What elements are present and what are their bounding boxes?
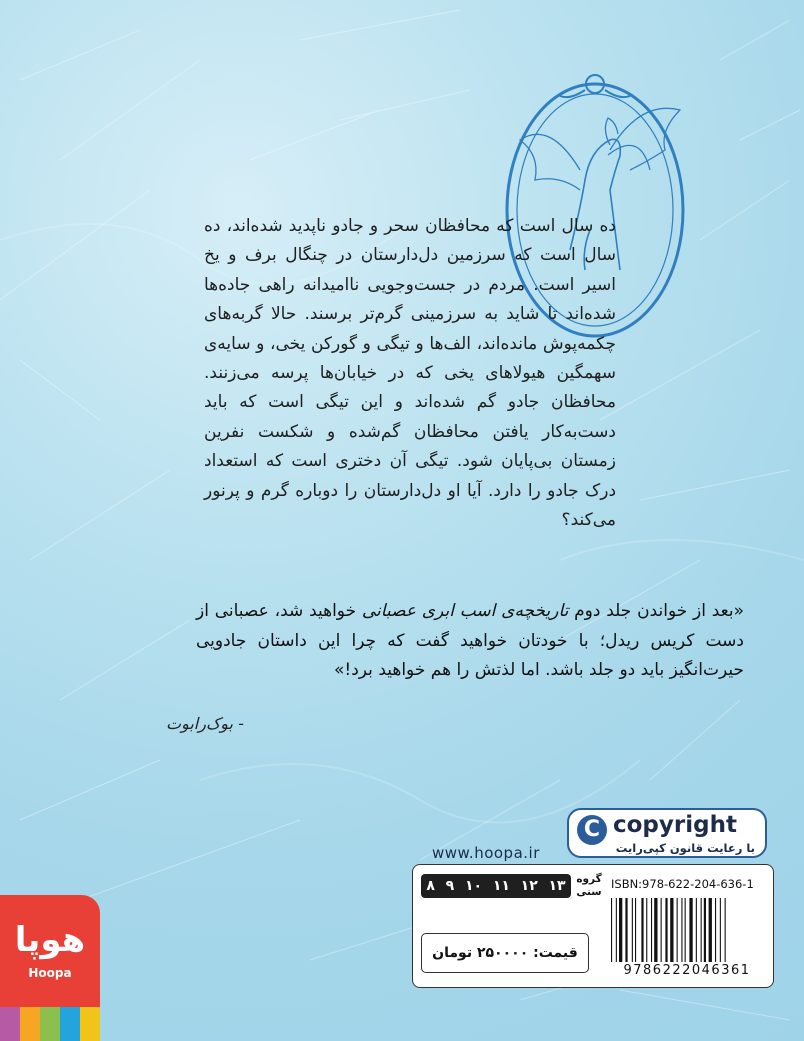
barcode-bar: [696, 898, 697, 962]
barcode-bar: [709, 898, 712, 962]
logo-badge: [0, 895, 100, 1007]
price-barcode-panel: [412, 864, 774, 988]
barcode-bar: [665, 898, 667, 962]
barcode-bar: [651, 898, 652, 962]
barcode-bar: [632, 898, 633, 962]
review-quote: [196, 597, 744, 686]
website-link[interactable]: www.hoopa.ir: [432, 844, 540, 862]
synopsis-line: دختری است که استعداد درک جادو را دارد. آیا او دل‌دارستان را: [204, 451, 617, 501]
barcode-graphic: [609, 898, 765, 962]
quote-line: داستان جادویی حیرت‌انگیز باید دو جلد باشد. اما لذتش را هم: [196, 630, 744, 680]
synopsis-line: دل‌دارستان در چنگال برف و یخ اسیر است.: [204, 245, 617, 295]
barcode-bar: [635, 898, 636, 962]
publisher-logo: [0, 895, 100, 1041]
barcode-number: 9786222046361: [623, 963, 751, 978]
barcode-bar: [689, 898, 692, 962]
barcode-bar: [715, 898, 716, 962]
age-value: ۱۱: [492, 878, 510, 894]
stripe: [20, 1007, 40, 1041]
barcode-bar: [654, 898, 657, 962]
barcode-bar: [681, 898, 682, 962]
synopsis-line: گربه‌های چکمه‌پوش مانده‌اند، الف‌ها و تیگی و گورکن یخی،: [204, 304, 616, 354]
synopsis-line: ناپدید شده‌اند، ده سال است که سرزمین: [204, 216, 617, 266]
age-value: ۸: [426, 878, 435, 894]
barcode-bar: [704, 898, 706, 962]
stripe: [60, 1007, 80, 1041]
isbn-text: ISBN:978-622-204-636-1: [611, 877, 754, 891]
barcode-bar: [646, 898, 647, 962]
barcode-bar: [619, 898, 622, 962]
barcode-bar: [670, 898, 673, 962]
quoted-title: تاریخچه‌ی اسب ابری عصبانی: [361, 601, 569, 621]
copyright-badge: [567, 808, 767, 858]
barcode-bar: [701, 898, 702, 962]
age-group-label: گروه سنی: [576, 873, 602, 898]
price-label: قیمت: ۲۵۰۰۰۰ تومان: [421, 933, 589, 973]
barcode-bar: [725, 898, 726, 962]
synopsis-line: محافظان جادو گم شده‌اند و این تیگی است که باید دست‌به‌کار یافتن: [204, 392, 616, 442]
barcode-bar: [661, 898, 662, 962]
age-range-strip: [421, 874, 571, 898]
quote-line: خواهید برد!»: [334, 660, 426, 680]
brand-name: Hoopa: [28, 966, 72, 980]
copyright-subtitle: با رعایت قانون کپی‌رایت: [615, 841, 755, 855]
age-value: ۱۰: [464, 878, 483, 894]
publisher-info-block: [412, 808, 772, 988]
barcode-bar: [720, 898, 721, 962]
stripe: [80, 1007, 100, 1041]
age-value: ۱۳: [548, 878, 566, 894]
synopsis-line: دوباره گرم و پرنور می‌کند؟: [204, 480, 616, 531]
logo-text: هوپا: [14, 920, 86, 960]
synopsis-line: مردم در جست‌وجویی ناامیدانه راهی جاده‌ها: [204, 274, 525, 295]
quote-line: «بعد از خواندن جلد دوم تاریخچه‌ی اسب ابری عصبانی خواهید شد،: [274, 601, 745, 621]
barcode-bar: [677, 898, 678, 962]
barcode-bar: [641, 898, 643, 962]
quote-author: - بوک‌رابوت: [166, 714, 244, 733]
stripe: [0, 1007, 20, 1041]
age-value: ۱۲: [520, 878, 538, 894]
synopsis-line: شده‌اند تا شاید به سرزمینی گرم‌تر برسند. حالا: [270, 304, 616, 325]
barcode-bar: [685, 898, 686, 962]
synopsis-line: و سایه‌ی سهمگین هیولاهای یخی که در خیابان‌ها پرسه می‌زنند.: [204, 333, 616, 384]
barcode-bar: [616, 898, 617, 962]
barcode-bar: [611, 898, 612, 962]
copyright-word: copyright: [613, 812, 737, 838]
color-stripes: [0, 1007, 100, 1041]
copyright-icon: C: [577, 815, 607, 845]
stripe: [40, 1007, 60, 1041]
synopsis-paragraph: [204, 212, 616, 535]
quote-line: عصبانی از دست کریس ریدل؛ با خودتان خواهید گفت که چرا این: [196, 601, 744, 651]
age-value: ۹: [445, 878, 455, 894]
barcode-bar: [625, 898, 627, 962]
synopsis-line: ده سال است که محافظان سحر و جادو: [332, 216, 616, 236]
hoopa-logo-mark: [10, 913, 90, 961]
synopsis-line: محافظان گم‌شده و شکست نفرین زمستان بی‌پایان شود. تیگی آن: [204, 421, 616, 472]
